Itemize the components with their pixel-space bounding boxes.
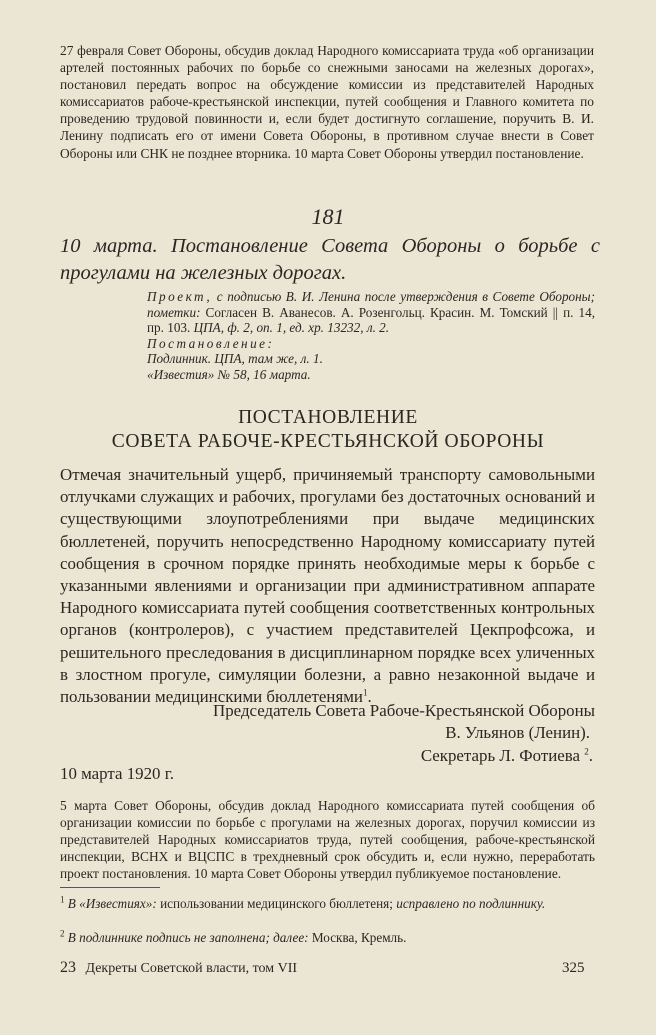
footer-series: Декреты Советской власти, том VII <box>85 961 298 976</box>
closing-note: 5 марта Совет Обороны, обсудив доклад Народного комиссариата путей сообщения об организации комиссии по борьбе с прогулами на железных дорогах, поручил комиссии из представителей Народных комиссариатов труда, путей сообщения, рабоче-крестьянской инспекции, ВСНХ и ВЦСПС в трехдневный срок обсудить и, если нужно, переработать проект постановления. 10 марта Совет Обороны утвердил публикуемое постановление. <box>60 798 595 881</box>
document-number: 181 <box>311 204 345 229</box>
footnote-1-plain-a: использовании медицинского бюллетеня; <box>160 896 393 911</box>
archive-project-text: с подписью В. И. Ленина после утверждения в Совете Обороны; пометки: <box>147 289 596 320</box>
footnote-2-mark: 2 <box>60 928 65 939</box>
footnote-2-italic-a: В подлиннике подпись не заполнена; далее: <box>67 930 309 945</box>
footnote-mark-2: 2 <box>584 746 589 757</box>
footnote-2 <box>60 929 595 946</box>
decree-date: 10 марта 1920 г. <box>60 764 174 783</box>
decree-body: Отмечая значительный ущерб, причиняемый транспорту самовольными отлучками служащих и рабочих, прогулами без достаточных оснований и существующими злоупотреблениями при выдаче медицинских бюллетеней, поручить непосредственно Народному комиссариату путей сообщения в срочном порядке принять необходимые меры к борьбе с указанными явлениями и организации при административном аппарате Народного комиссариата путей сообщения соответственных контрольных органов (контролеров), с участием представителей Цекпрофсожа, и решительного преследования в дисциплинарном порядке всех уличенных в злостном прогуле, симуляции болезни, а равно незаконной выдаче и пользовании медицинскими бюллетенями$^1$. <box>60 465 595 707</box>
archive-decree-line2: «Известия» № 58, 16 марта. <box>147 366 311 382</box>
decree-heading-line1: ПОСТАНОВЛЕНИЕ <box>238 407 418 428</box>
footnote-divider <box>60 887 160 888</box>
signature-name: В. Ульянов (Ленин). <box>445 723 590 742</box>
document-title: 10 марта. Постановление Совета Обороны о борьбе с прогулами на железных дорогах. <box>60 235 600 284</box>
decree-heading-line2: СОВЕТА РАБОЧЕ-КРЕСТЬЯНСКОЙ ОБОРОНЫ <box>111 431 545 452</box>
decree-body-text: Отмечая значительный ущерб, причиняемый транспорту самовольными отлучками служащих и рабочих, прогулами без достаточных оснований и существующими злоупотреблениями при выдаче медицинских бюллетеней, поручить непосредственно Народному комиссариату путей сообщения в срочном порядке принять необходимые меры к борьбе с указанными явлениями и организации при административном аппарате Народного комиссариата путей сообщения соответственных контрольных органов (контролеров), с участием представителей Цекпрофсожа, и решительного преследования в дисциплинарном порядке всех уличенных в злостном прогуле, симуляции болезни, а равно незаконной выдаче и пользовании медицинскими бюллетенями <box>60 465 595 707</box>
archive-reference <box>147 289 595 383</box>
footer-signature-number: 23 <box>60 959 76 976</box>
archive-decree-line1: Подлинник. ЦПА, там же, л. 1. <box>147 351 323 367</box>
footnote-mark-1: 1 <box>362 687 368 698</box>
archive-project-marks: Согласен В. Аванесов. А. Розенгольц. Красин. М. Томский || п. 14, пр. 103. <box>147 304 596 336</box>
archive-project-ref: ЦПА, ф. 2, оп. 1, ед. хр. 13232, л. 2. <box>193 320 390 336</box>
footnote-1 <box>60 895 595 912</box>
signature-chair: Председатель Совета Рабоче-Крестьянской Обороны <box>213 701 595 720</box>
footnote-1-italic-b: исправлено по подлиннику. <box>396 896 546 911</box>
intro-note: 27 февраля Совет Обороны, обсудив доклад Народного комиссариата труда «об организации артелей постоянных рабочих по борьбе со снежными заносами на железных дорогах», постановил передать вопрос на обсуждение комиссии из представителей Народных комиссариатов рабоче-крестьянской инспекции, путей сообщения и Главного комитета по проведению трудовой повинности и, если будет достигнуто соглашение, поручить В. И. Ленину подписать его от имени Совета Обороны, в противном случае внести в Совет Обороны или СНК не позднее вторника. 10 марта Совет Обороны утвердил постановление. <box>60 43 594 161</box>
signature-secretary-text: Секретарь Л. Фотиева <box>420 746 581 765</box>
signature-secretary: Секретарь Л. Фотиева $^2$. <box>420 746 593 765</box>
archive-label-project: Проект, <box>147 289 213 304</box>
footnote-1-mark: 1 <box>60 894 65 905</box>
archive-label-decree: Постановление: <box>147 335 275 351</box>
page-number: 325 <box>562 960 585 976</box>
footnote-1-italic-a: В «Известиях»: <box>67 896 157 911</box>
footer-left <box>60 958 297 979</box>
footnote-2-plain-a: Москва, Кремль. <box>311 930 407 945</box>
